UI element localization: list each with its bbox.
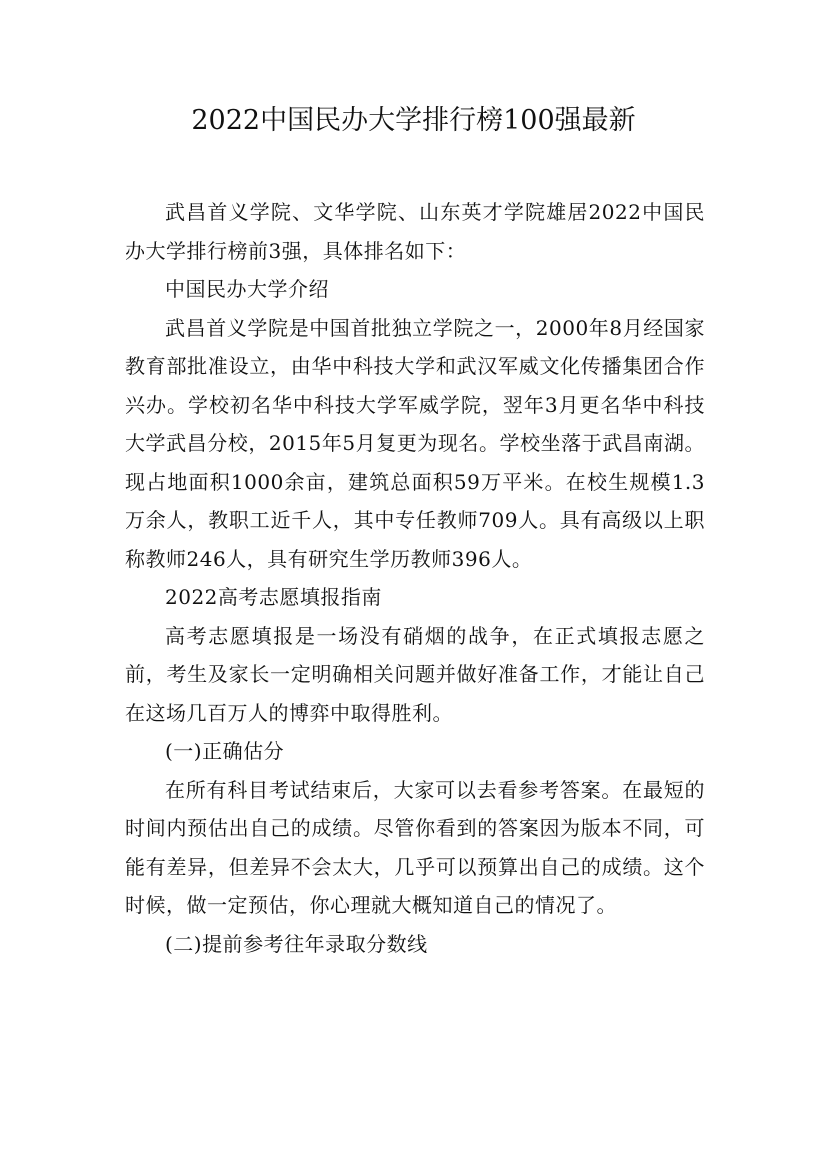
estimate-paragraph: 在所有科目考试结束后，大家可以去看参考答案。在最短的时间内预估出自己的成绩。尽管你看到的答案因为版本不同，可能有差异，但差异不会太大，几乎可以预算出自己的成绩。这个时候，做一定预估，你心理就大概知道自己的情况了。 xyxy=(125,777,705,917)
guide-intro-paragraph: 高考志愿填报是一场没有硝烟的战争，在正式填报志愿之前，考生及家长一定明确相关问题并做好准备工作，才能让自己在这场几百万人的博弈中取得胜利。 xyxy=(125,623,705,725)
subsection-heading-estimate: (一)正确估分 xyxy=(165,739,285,763)
document-body xyxy=(125,193,705,963)
subsection-heading-past-scores: (二)提前参考往年录取分数线 xyxy=(165,931,428,956)
intro-paragraph: 武昌首义学院、文华学院、山东英才学院雄居2022中国民办大学排行榜前3强，具体排名如下： xyxy=(125,200,705,263)
document-title: 2022中国民办大学排行榜100强最新 xyxy=(191,105,636,136)
university-description-paragraph: 武昌首义学院是中国首批独立学院之一，2000年8月经国家教育部批准设立，由华中科技大学和武汉军威文化传播集团合作兴办。学校初名华中科技大学军威学院，翌年3月更名华中科技大学武昌分校，2015年5月复更为现名。学校坐落于武昌南湖。现占地面积1000余亩，建筑总面积59万平米。在校生规模1.3万余人，教职工近千人，其中专任教师709人。具有高级以上职称教师246人，具有研究生学历教师396人。 xyxy=(125,315,705,571)
section-heading-guide: 2022高考志愿填报指南 xyxy=(165,585,382,609)
section-heading-introduction: 中国民办大学介绍 xyxy=(165,277,329,301)
